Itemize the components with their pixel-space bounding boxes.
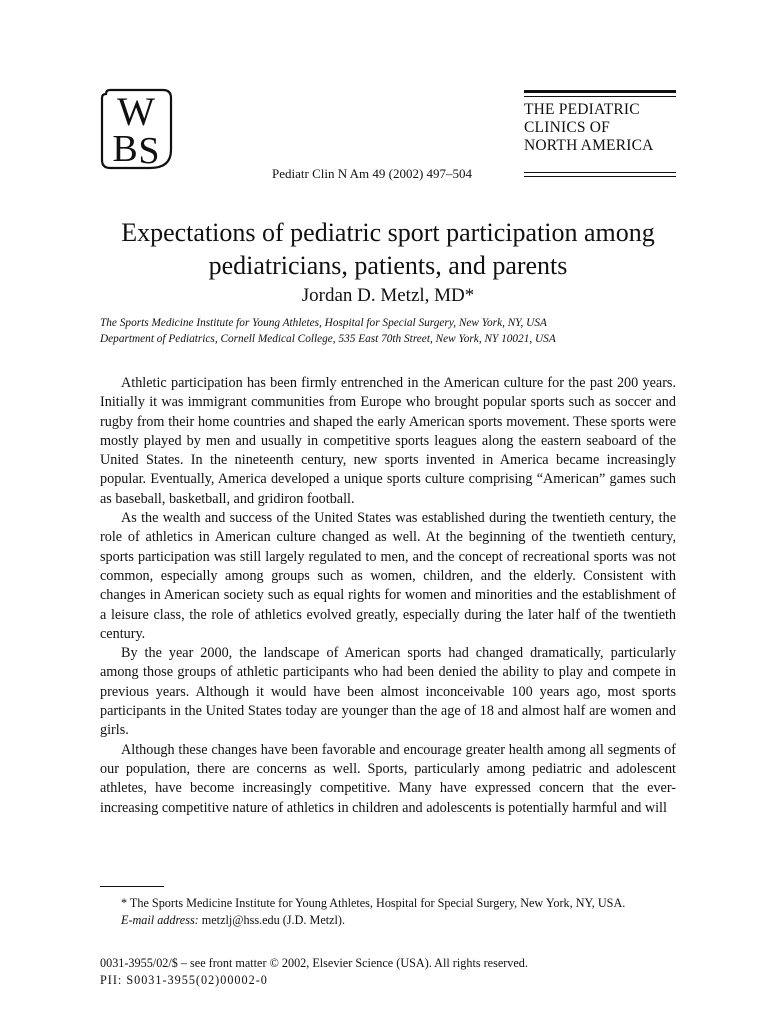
citation: Pediatr Clin N Am 49 (2002) 497–504 (272, 166, 473, 181)
article-author: Jordan D. Metzl, MD* (301, 285, 475, 306)
body-paragraph-4: Although these changes have been favorable and encourage greater health among all segments of our population, there are concerns as well. Sports, particularly among pediatric and adolescent athletes, have become increasingly competitive. Many have expressed concern that the ever-increasing competitive nature of athletics in children and adolescents is potentially harmful and will (100, 741, 676, 816)
footnote-text: * The Sports Medicine Institute for Young Athletes, Hospital for Special Surgery, New York, NY, USA. (121, 896, 626, 910)
footnote-rule (100, 886, 164, 887)
copyright-block (100, 955, 676, 989)
body-paragraph-2: As the wealth and success of the United States was established during the twentieth century, the role of athletics in American culture changed as well. At the beginning of the twentieth century, sports participation was still largely regulated to men, and the concept of recreational sports was not common, especially among groups such as women, children, and the elderly. Consistent with changes in American society such as equal rights for women and minorities and the establishment of a leisure class, the role of athletics evolved greatly, especially during the later half of the twentieth century. (100, 510, 676, 642)
journal-top-rule (524, 90, 676, 97)
journal-block (524, 90, 676, 155)
citation-rule-line-1 (524, 172, 676, 173)
publisher-logo (100, 88, 173, 170)
logo-letter-s: S (138, 130, 160, 170)
article-title: Expectations of pediatric sport participation among pediatricians, patients, and parents (121, 218, 655, 280)
body-paragraph-3: By the year 2000, the landscape of American sports had changed dramatically, particularly among those groups of athletic participants who had been denied the ability to play and compete in previous years. Although it would have been almost inconceivable 100 years ago, most sports participants in the United States today are younger than the age of 18 and almost half are women and girls. (100, 645, 676, 739)
email-label: E-mail address: (121, 913, 199, 927)
logo-letter-w: W (117, 89, 155, 134)
pii-line: PII: S0031-3955(02)00002-0 (100, 973, 268, 987)
footnote (100, 895, 676, 929)
affiliation-2: Department of Pediatrics, Cornell Medical College, 535 East 70th Street, New York, NY 10021, USA (100, 333, 556, 345)
publisher-logo-graphic (100, 88, 173, 170)
copyright-line: 0031-3955/02/$ – see front matter © 2002, Elsevier Science (USA). All rights reserved. (100, 956, 528, 970)
footnote-email (100, 912, 676, 929)
body-paragraph-1: Athletic participation has been firmly entrenched in the American culture for the past 200 years. Initially it was immigrant communities from Europe who brought popular sports such as soccer and rugby from their home countries and shaped the early American sports movement. These sports were mostly played by men and usually in competitive sports leagues along the eastern seaboard of the United States. In the nineteenth century, new sports invented in America became increasingly popular. Eventually, America developed a unique sports culture comprising “American” games such as baseball, basketball, and gridiron football. (100, 375, 676, 507)
email-value: metzlj@hss.edu (J.D. Metzl). (201, 913, 346, 927)
logo-letter-b: B (112, 128, 138, 170)
citation-rule (524, 172, 676, 180)
citation-rule-line-2 (524, 176, 676, 177)
affiliation-1: The Sports Medicine Institute for Young Athletes, Hospital for Special Surgery, New York, NY, USA (100, 317, 547, 329)
article-body (100, 374, 676, 818)
journal-name: THE PEDIATRIC CLINICS OF NORTH AMERICA (524, 101, 654, 154)
